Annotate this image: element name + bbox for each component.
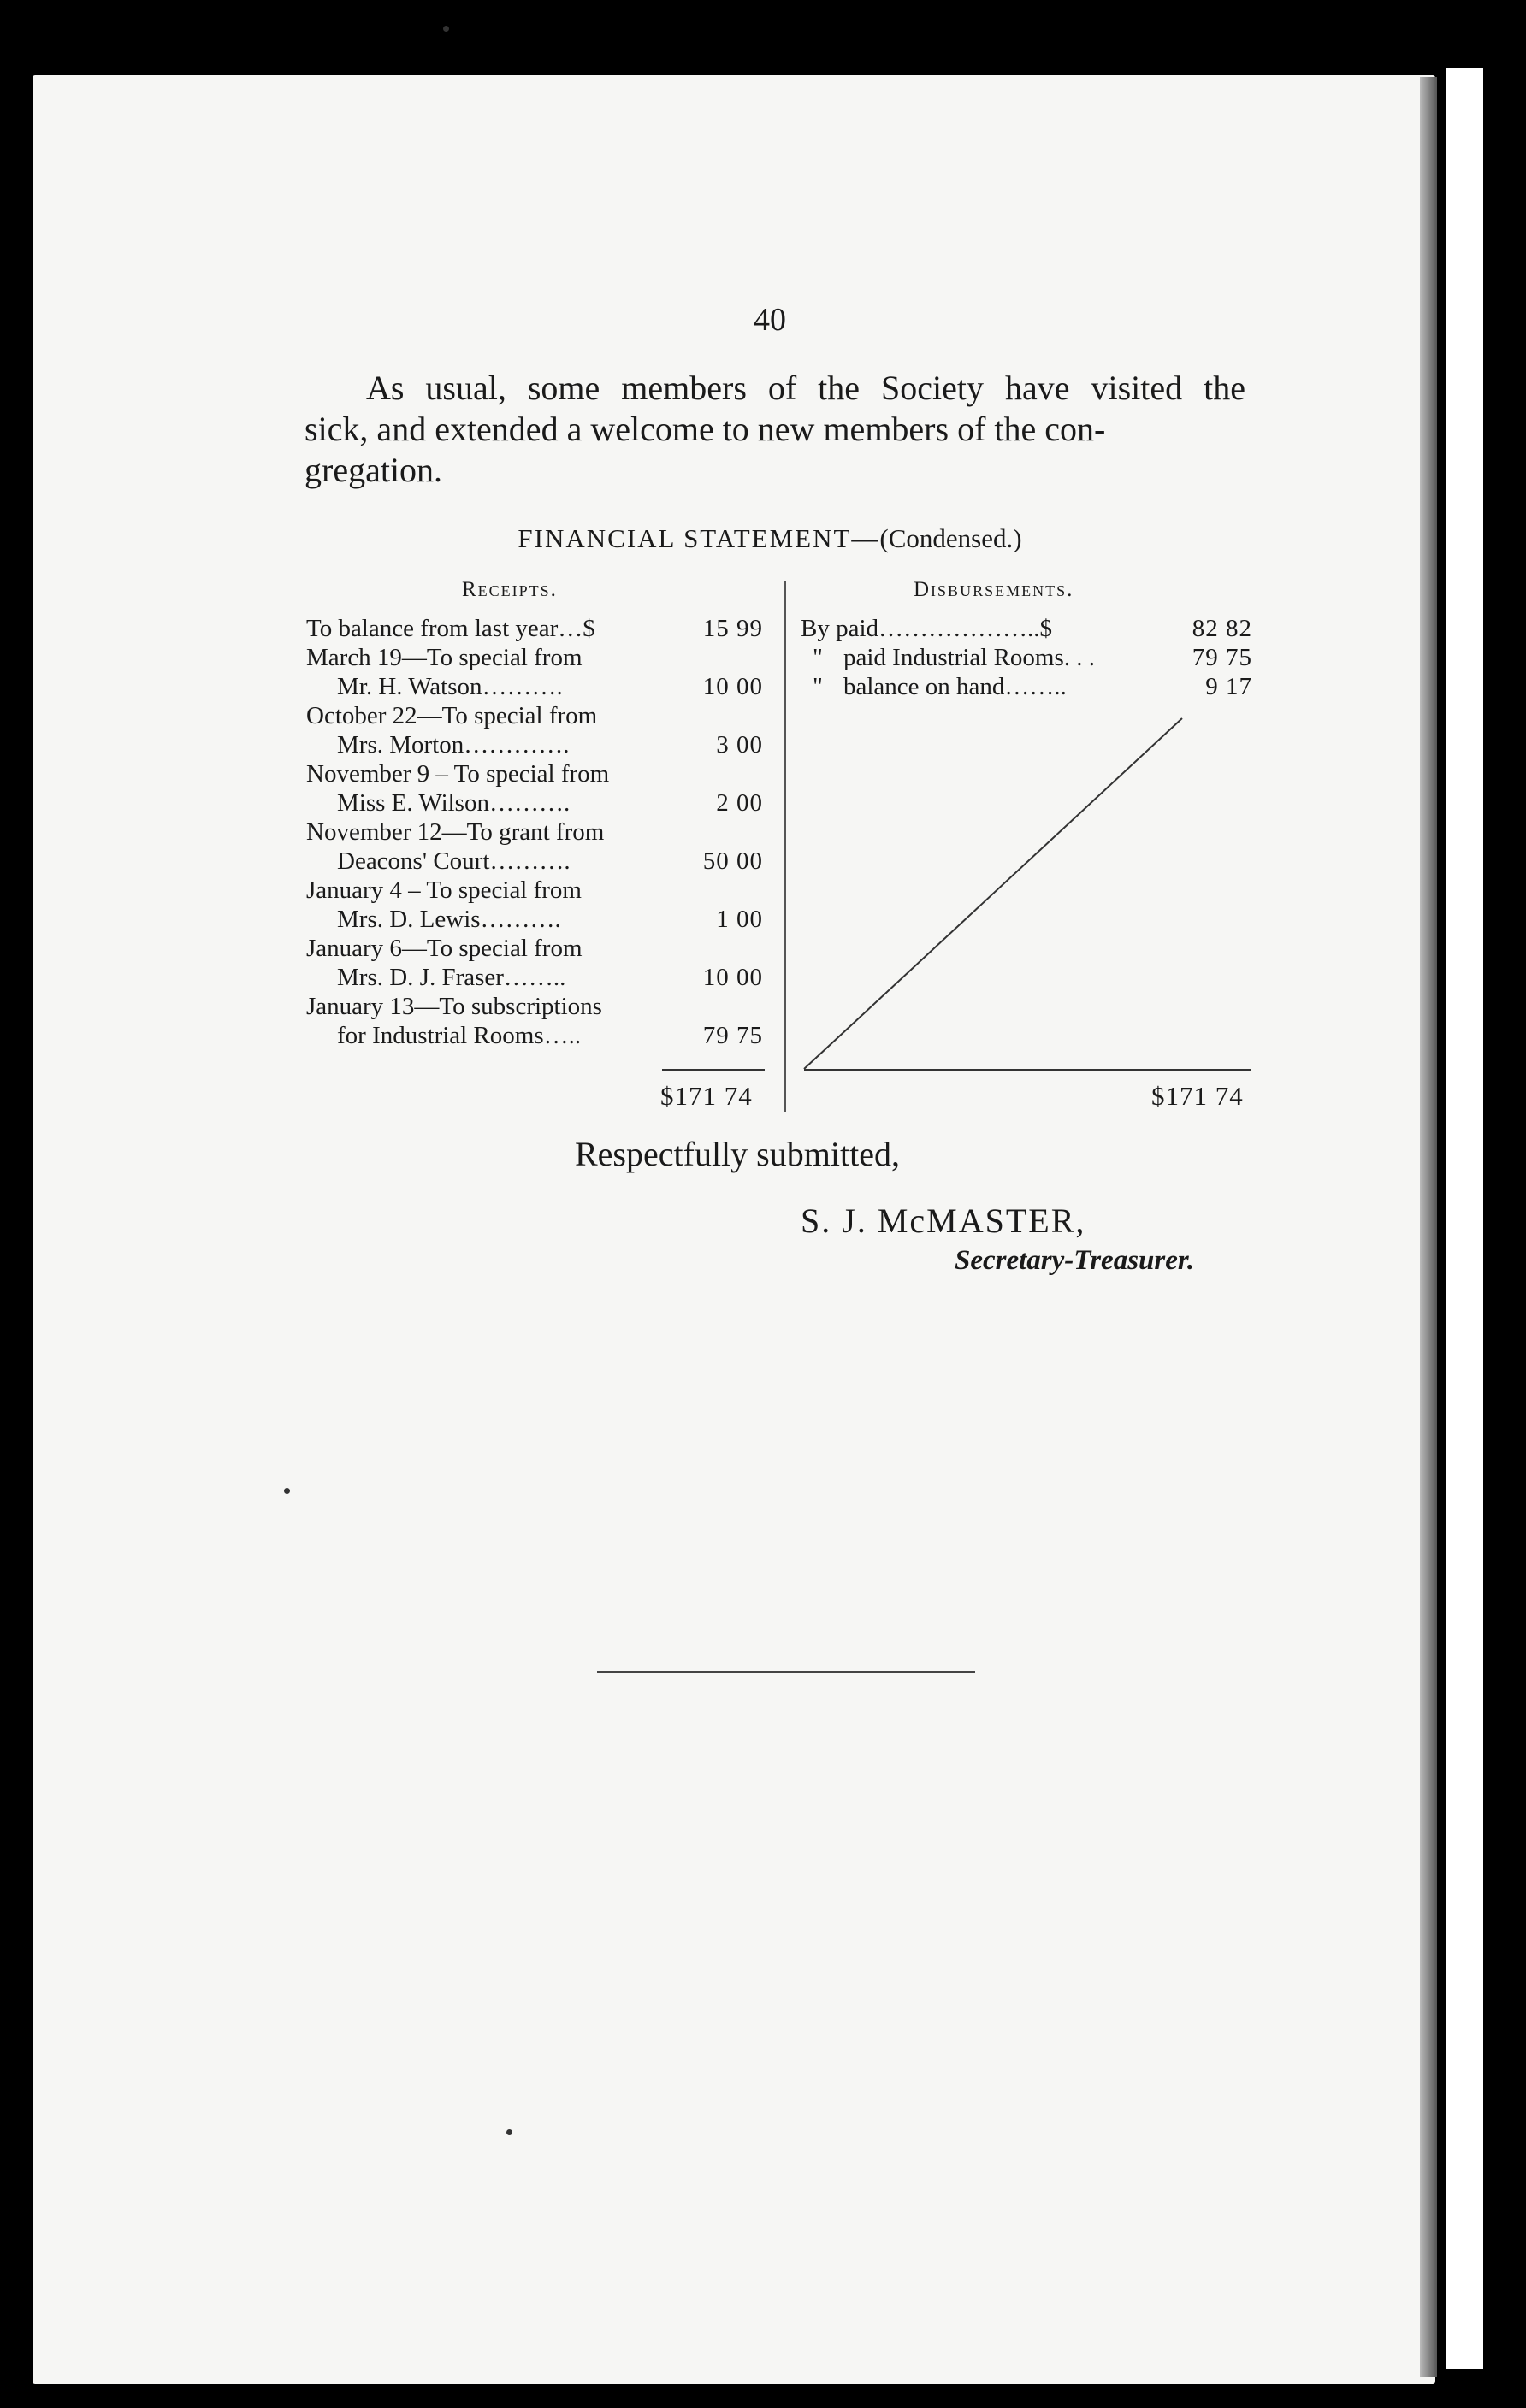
speck (506, 2129, 512, 2135)
intro-line: sick, and extended a welcome to new members of the con- (305, 410, 1106, 448)
receipt-row (306, 730, 768, 759)
receipt-row (306, 643, 768, 672)
receipt-amount: 3 00 (716, 731, 763, 758)
receipt-text: March 19—To special from (306, 644, 583, 671)
receipt-text: January 4 – To special from (306, 876, 582, 904)
receipt-row (306, 788, 768, 817)
receipt-amount: 50 00 (702, 847, 763, 875)
disbursement-row (801, 643, 1257, 672)
disbursement-text: paid Industrial Rooms. . . (843, 644, 1096, 671)
disbursements-heading: Disbursements. (914, 578, 1074, 601)
ditto-mark: " (813, 673, 823, 700)
statement-title (0, 523, 1526, 554)
signature-name: S. J. McMASTER, (801, 1201, 1086, 1240)
receipt-amount: 15 99 (702, 615, 763, 642)
page-edge-shadow (1420, 77, 1437, 2377)
ditto-mark: " (813, 644, 823, 671)
signature-title: Secretary-Treasurer. (955, 1245, 1195, 1276)
receipt-text: Mr. H. Watson………. (337, 673, 563, 700)
receipt-row (306, 817, 768, 847)
receipt-row (306, 992, 768, 1021)
receipt-text: January 6—To special from (306, 935, 583, 962)
receipt-row (306, 847, 768, 876)
receipt-row (306, 1021, 768, 1050)
receipt-text: Miss E. Wilson………. (337, 789, 571, 817)
receipt-amount: 10 00 (702, 673, 763, 700)
statement-title-main: FINANCIAL STATEMENT— (518, 523, 880, 553)
receipt-text: Mrs. Morton…………. (337, 731, 570, 758)
disbursement-text: balance on hand…….. (843, 673, 1067, 700)
disbursement-amount: 9 17 (1205, 673, 1252, 700)
receipt-text: November 12—To grant from (306, 818, 605, 846)
receipt-row (306, 934, 768, 963)
receipts-list (306, 614, 768, 1050)
disbursement-amount: 79 75 (1192, 644, 1252, 671)
receipt-text: Deacons' Court………. (337, 847, 571, 875)
receipt-amount: 10 00 (702, 964, 763, 991)
receipts-total: $171 74 (660, 1081, 753, 1111)
disbursement-row (801, 614, 1257, 643)
column-divider (784, 581, 786, 1112)
disbursement-amount: 82 82 (1192, 615, 1252, 642)
receipt-text: October 22—To special from (306, 702, 598, 729)
receipt-row (306, 759, 768, 788)
disbursements-total: $171 74 (1151, 1081, 1244, 1111)
receipt-text: To balance from last year…$ (306, 615, 595, 642)
receipt-amount: 2 00 (716, 789, 763, 817)
speck (284, 1488, 290, 1494)
receipt-text: January 13—To subscriptions (306, 993, 602, 1020)
receipt-row (306, 876, 768, 905)
closing-rule (597, 1671, 975, 1673)
cancellation-diagonal (796, 701, 1275, 1077)
page-number: 40 (754, 302, 786, 338)
receipt-amount: 1 00 (716, 906, 763, 933)
statement-title-suffix: (Condensed.) (879, 523, 1022, 553)
adjacent-page-strip (1446, 68, 1483, 2369)
intro-line: As usual, some members of the Society have visited the (366, 369, 1245, 407)
receipts-sum-rule (662, 1069, 765, 1071)
receipt-text: Mrs. D. J. Fraser…….. (337, 964, 566, 991)
receipt-row (306, 614, 768, 643)
receipt-row (306, 905, 768, 934)
closing-line: Respectfully submitted, (575, 1135, 900, 1173)
disbursement-text: By paid………………..$ (801, 615, 1053, 642)
speck (443, 26, 449, 32)
receipt-text: for Industrial Rooms….. (337, 1022, 582, 1049)
receipt-text: Mrs. D. Lewis………. (337, 906, 561, 933)
intro-line: gregation. (305, 451, 443, 489)
disbursement-row (801, 672, 1257, 701)
receipt-amount: 79 75 (702, 1022, 763, 1049)
disbursements-sum-rule (804, 1069, 1251, 1071)
receipt-text: November 9 – To special from (306, 760, 610, 788)
receipts-heading: Receipts. (462, 578, 558, 601)
receipt-row (306, 701, 768, 730)
receipt-row (306, 672, 768, 701)
disbursements-list (801, 614, 1257, 701)
receipt-row (306, 963, 768, 992)
intro-paragraph (305, 368, 1245, 491)
